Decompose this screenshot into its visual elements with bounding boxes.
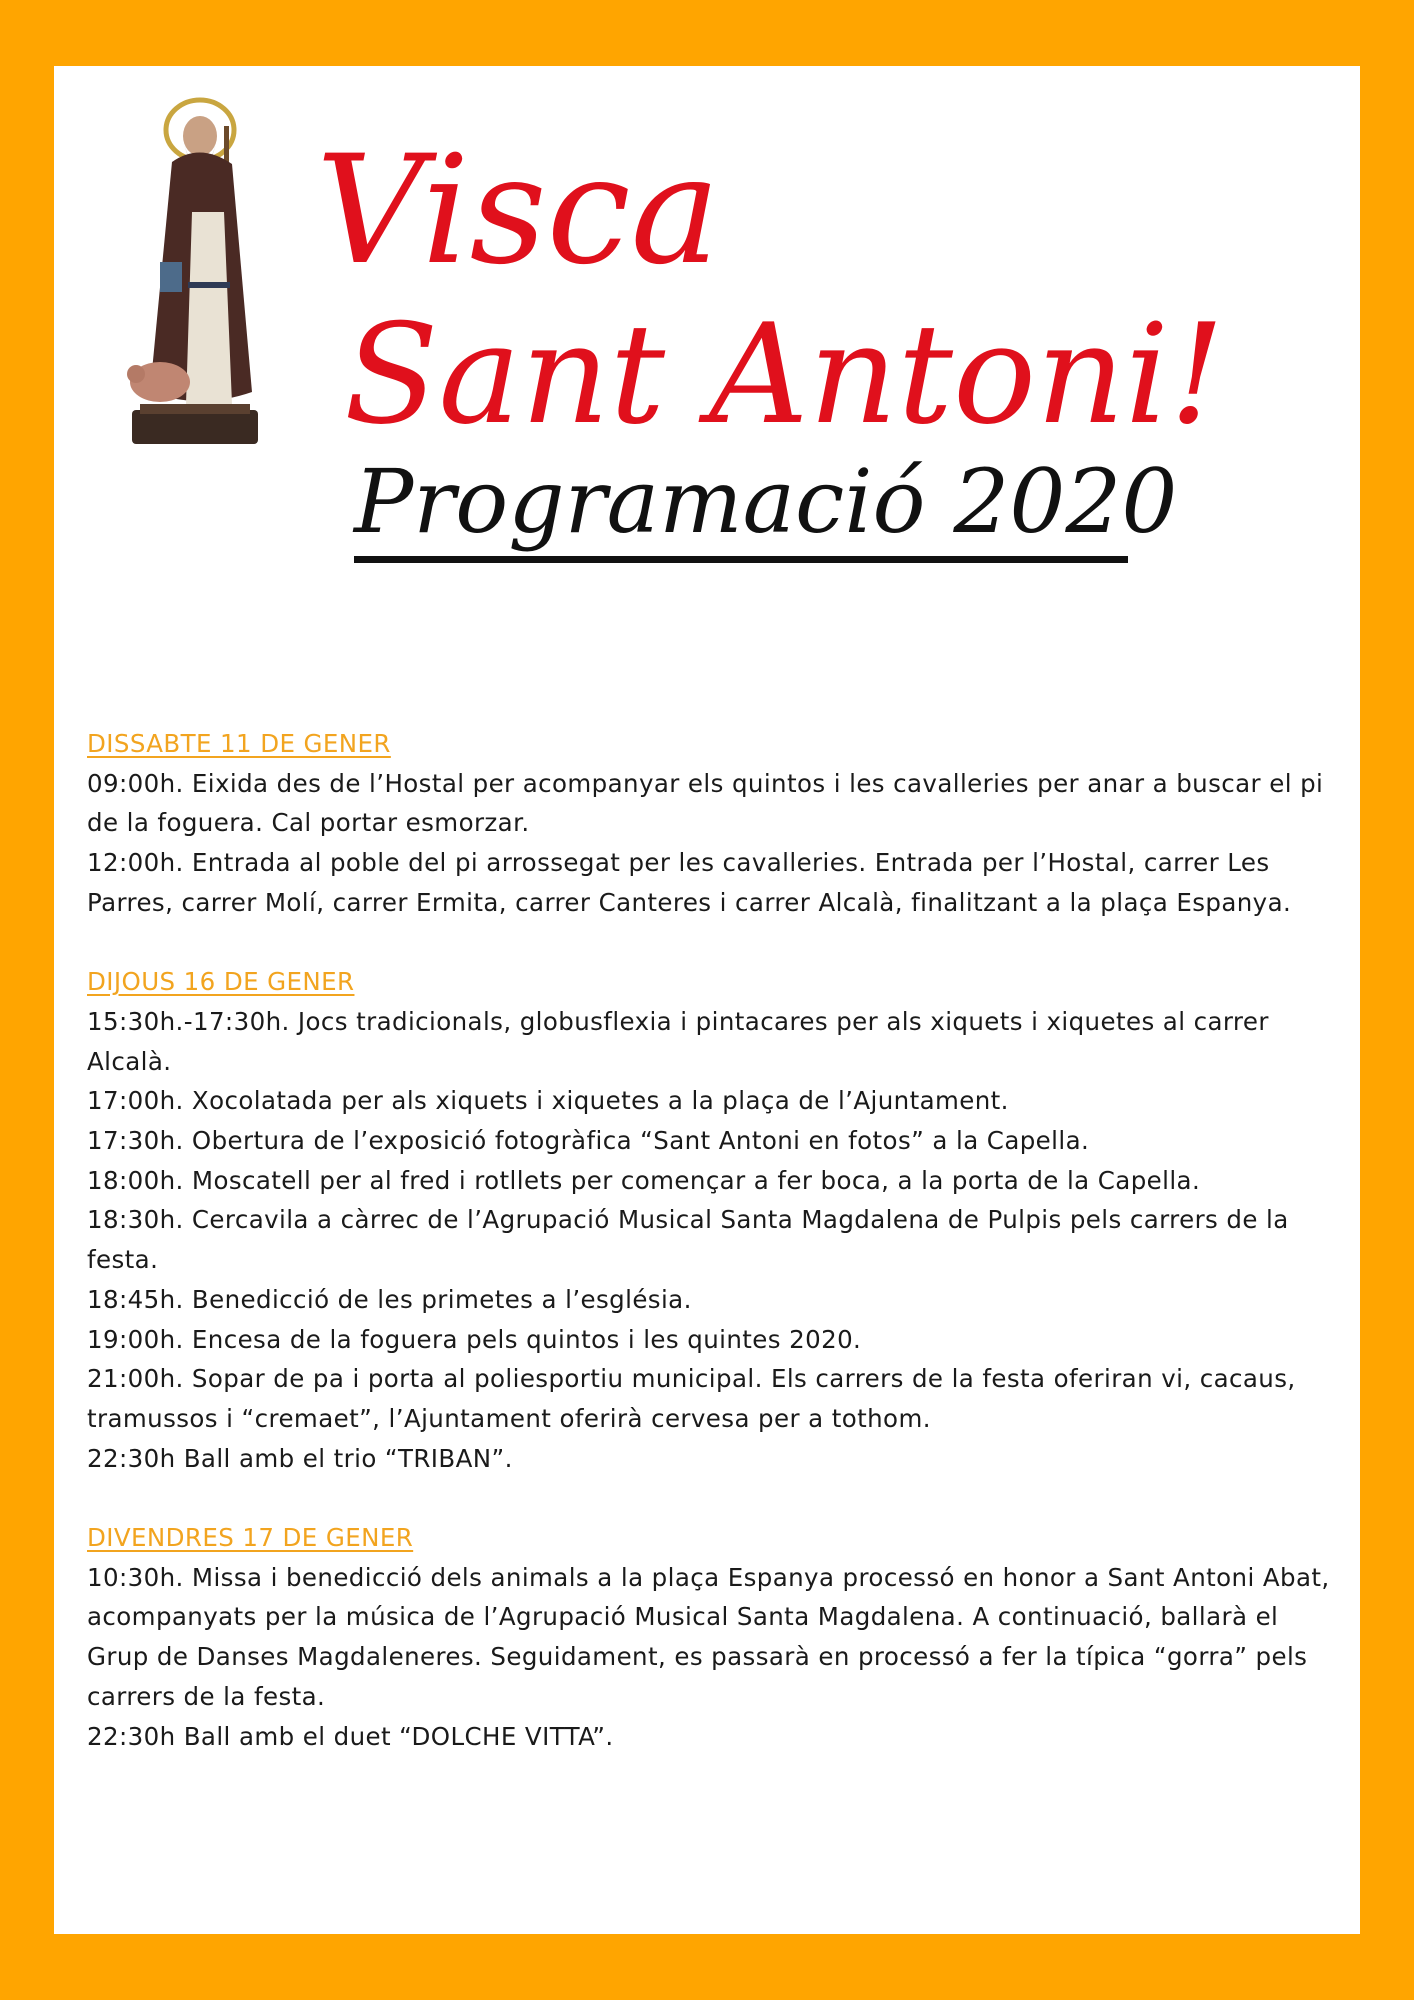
event-item: 19:00h. Encesa de la foguera pels quintos i les quintes 2020. [87,1324,862,1354]
event-item: 22:30h Ball amb el trio “TRIBAN”. [87,1443,513,1473]
saint-antoni-statue-icon [120,92,270,482]
program-list [87,724,1337,1796]
event-item: 15:30h.-17:30h. Jocs tradicionals, globusflexia i pintacares per als xiquets i xiquetes al carrer Alcalà. [87,1006,1269,1076]
event-item: 10:30h. Missa i benedicció dels animals a la plaça Espanya processó en honor a Sant Antoni Abat, acompanyats per la música de l’Agrupació Musical Santa Magdalena. A continuació, ballarà el Grup de Danses Magdaleneres. Seguidament, es passarà en processó a fer la típica “gorra” pels carrers de la festa. [87,1562,1330,1711]
event-item: 17:00h. Xocolatada per als xiquets i xiquetes a la plaça de l’Ajuntament. [87,1086,1009,1116]
event-item: 09:00h. Eixida des de l’Hostal per acompanyar els quintos i les cavalleries per anar a buscar el pi de la foguera. Cal portar esmorzar. [87,768,1324,838]
day-heading: DIJOUS 16 DE GENER [87,967,355,997]
day-heading: DIVENDRES 17 DE GENER [87,1523,414,1553]
event-item: 21:00h. Sopar de pa i porta al poliesportiu municipal. Els carrers de la festa oferiran vi, cacaus, tramussos i “cremaet”, l’Ajuntament oferirà cervesa per a tothom. [87,1364,1296,1433]
title-line-1: Visca [316,124,721,298]
event-item: 12:00h. Entrada al poble del pi arrossegat per les cavalleries. Entrada per l’Hostal, carrer Les Parres, carrer Molí, carrer Ermita, carrer Canteres i carrer Alcalà, finalitzant a la plaça Espanya. [87,848,1292,917]
title-line-2: Sant Antoni! [344,294,1225,455]
poster-page [54,66,1360,1934]
day-block [87,724,1337,923]
subtitle: Programació 2020 [354,450,1178,553]
subtitle-underline [354,556,1128,563]
day-block [87,962,1337,1478]
event-item: 18:45h. Benedicció de les primetes a l’església. [87,1284,692,1314]
event-item: 18:30h. Cercavila a càrrec de l’Agrupació Musical Santa Magdalena de Pulpis pels carrers de la festa. [87,1205,1289,1275]
day-heading: DISSABTE 11 DE GENER [87,729,391,758]
event-item: 17:30h. Obertura de l’exposició fotogràfica “Sant Antoni en fotos” a la Capella. [87,1126,1090,1156]
event-item: 18:00h. Moscatell per al fred i rotllets per començar a fer boca, a la porta de la Capella. [87,1165,1201,1195]
day-block [87,1518,1337,1756]
event-item: 22:30h Ball amb el duet “DOLCHE VITTA”. [87,1721,614,1751]
